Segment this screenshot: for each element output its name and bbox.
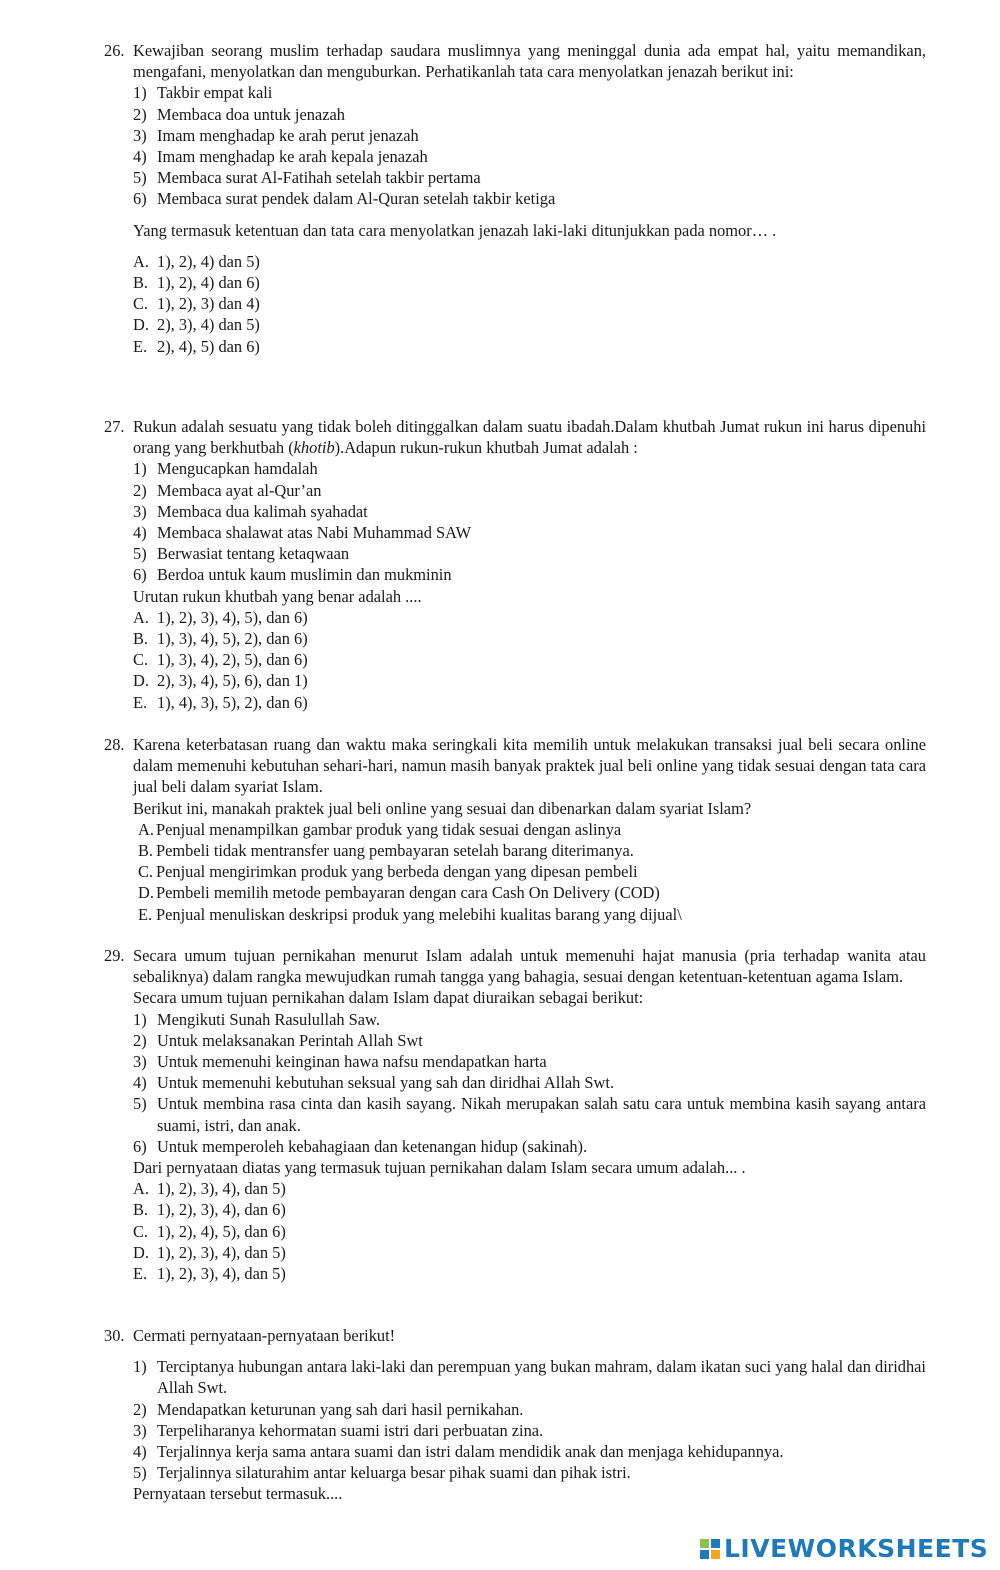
question-number: 26.	[104, 41, 125, 60]
option-b[interactable]: B. Pembeli tidak mentransfer uang pembayaran setelah barang diterimanya.	[138, 841, 634, 861]
question-text: Karena keterbatasan ruang dan waktu maka seringkali kita memilih untuk melakukan transaksi jual beli secara online dalam memenuhi kebutuhan sehari-hari, namun masih banyak praktek jual beli online yang tidak sesuai dengan tata cara jual beli dalam syariat Islam.	[133, 735, 926, 797]
question-text-2: Secara umum tujuan pernikahan dalam Islam dapat diuraikan sebagai berikut:	[133, 988, 644, 1008]
answer-options	[104, 1178, 926, 1284]
list-item: 4) Terjalinnya kerja sama antara suami dan istri dalam mendidik anak dan menjaga kehidupannya.	[133, 1442, 784, 1462]
question-prompt: Yang termasuk ketentuan dan tata cara menyolatkan jenazah laki-laki ditunjukkan pada nomor… .	[133, 220, 777, 240]
option-d[interactable]: D. Pembeli memilih metode pembayaran dengan cara Cash On Delivery (COD)	[138, 883, 660, 903]
list-item: 1) Terciptanya hubungan antara laki-laki dan perempuan yang bukan mahram, dalam ikatan suci yang halal dan diridhai Allah Swt.	[133, 1357, 926, 1398]
option-d[interactable]: D. 1), 2), 3), 4), dan 5)	[133, 1242, 286, 1262]
list-item: 3) Terpeliharanya kehormatan suami istri dari perbuatan zina.	[133, 1420, 544, 1440]
list-item: 2) Mendapatkan keturunan yang sah dari hasil pernikahan.	[133, 1399, 524, 1419]
option-b[interactable]: B. 1), 2), 4) dan 6)	[133, 273, 260, 293]
list-item: 6) Berdoa untuk kaum muslimin dan mukminin	[133, 565, 452, 585]
brand-name: LIVEWORKSHEETS	[724, 1534, 989, 1564]
option-b[interactable]: B. 1), 2), 3), 4), dan 6)	[133, 1200, 286, 1220]
question-29	[104, 945, 926, 1284]
option-e[interactable]: E. 1), 4), 3), 5), 2), dan 6)	[133, 692, 308, 712]
list-item: 2) Untuk melaksanakan Perintah Allah Swt	[133, 1030, 423, 1050]
list-item: 2) Membaca ayat al-Qur’an	[133, 480, 322, 500]
list-item: 5) Membaca surat Al-Fatihah setelah takbir pertama	[133, 168, 481, 188]
option-e[interactable]: E. 1), 2), 3), 4), dan 5)	[133, 1264, 286, 1284]
question-number: 30.	[104, 1326, 125, 1345]
list-item: 2) Membaca doa untuk jenazah	[133, 104, 345, 124]
question-prompt: Urutan rukun khutbah yang benar adalah ....	[133, 586, 422, 606]
list-item: 6) Membaca surat pendek dalam Al-Quran setelah takbir ketiga	[133, 189, 556, 209]
option-a[interactable]: A. Penjual menampilkan gambar produk yang tidak sesuai dengan aslinya	[138, 819, 622, 839]
statement-list	[133, 82, 926, 209]
question-prompt: Pernyataan tersebut termasuk....	[133, 1484, 343, 1504]
option-b[interactable]: B. 1), 3), 4), 5), 2), dan 6)	[133, 629, 308, 649]
statement-list	[133, 1356, 926, 1483]
option-c[interactable]: C. 1), 2), 3) dan 4)	[133, 294, 260, 314]
option-c[interactable]: C. Penjual mengirimkan produk yang berbeda dengan yang dipesan pembeli	[138, 862, 638, 882]
list-item: 5) Berwasiat tentang ketaqwaan	[133, 544, 350, 564]
list-item: 1) Takbir empat kali	[133, 83, 273, 103]
answer-options	[104, 819, 926, 925]
list-item: 4) Membaca shalawat atas Nabi Muhammad SAW	[133, 523, 472, 543]
option-c[interactable]: C. 1), 2), 4), 5), dan 6)	[133, 1221, 286, 1241]
question-28	[104, 734, 926, 925]
option-c[interactable]: C. 1), 3), 4), 2), 5), dan 6)	[133, 650, 308, 670]
list-item: 3) Membaca dua kalimah syahadat	[133, 501, 368, 521]
list-item: 5) Terjalinnya silaturahim antar keluarga besar pihak suami dan pihak istri.	[133, 1463, 631, 1483]
answer-options	[104, 607, 926, 713]
option-e[interactable]: E. Penjual menuliskan deskripsi produk yang melebihi kualitas barang yang dijual\	[138, 904, 682, 924]
answer-options	[104, 251, 926, 357]
question-27	[104, 416, 926, 713]
emphasis-khotib: khotib	[293, 438, 335, 458]
option-a[interactable]: A. 1), 2), 3), 4), dan 5)	[133, 1179, 286, 1199]
list-item: 6) Untuk memperoleh kebahagiaan dan ketenangan hidup (sakinah).	[133, 1136, 588, 1156]
question-number: 28.	[104, 735, 125, 754]
question-text: Secara umum tujuan pernikahan menurut Islam adalah untuk memenuhi hajat manusia (pria terhadap wanita atau sebaliknya) dalam rangka mewujudkan rumah tangga yang bahagia, sesuai dengan ketentuan-ketentuan agama Islam.	[133, 946, 926, 987]
list-item: 1) Mengucapkan hamdalah	[133, 459, 318, 479]
question-prompt: Dari pernyataan diatas yang termasuk tujuan pernikahan dalam Islam secara umum adalah... .	[133, 1158, 746, 1178]
statement-list	[133, 1009, 926, 1157]
list-item: 4) Untuk memenuhi kebutuhan seksual yang sah dan diridhai Allah Swt.	[133, 1073, 615, 1093]
option-d[interactable]: D. 2), 3), 4), 5), 6), dan 1)	[133, 671, 308, 691]
list-item: 3) Imam menghadap ke arah perut jenazah	[133, 125, 419, 145]
question-number: 27.	[104, 417, 125, 436]
question-text: Rukun adalah sesuatu yang tidak boleh ditinggalkan dalam suatu ibadah.Dalam khutbah Jumat rukun ini harus dipenuhi orang yang berkhutbah (khotib).Adapun rukun-rukun khutbah Jumat adalah :	[133, 417, 926, 458]
list-item: 4) Imam menghadap ke arah kepala jenazah	[133, 147, 428, 167]
question-26	[104, 40, 926, 357]
liveworksheets-logo	[700, 1536, 988, 1562]
option-e[interactable]: E. 2), 4), 5) dan 6)	[133, 336, 260, 356]
question-number: 29.	[104, 946, 125, 965]
logo-grid-icon	[700, 1539, 720, 1559]
list-item: 1) Mengikuti Sunah Rasulullah Saw.	[133, 1009, 380, 1029]
option-a[interactable]: A. 1), 2), 3), 4), 5), dan 6)	[133, 607, 308, 627]
question-text: Kewajiban seorang muslim terhadap saudara muslimnya yang meninggal dunia ada empat hal, yaitu memandikan, mengafani, menyolatkan dan menguburkan. Perhatikanlah tata cara menyolatkan jenazah berikut ini:	[133, 41, 926, 82]
question-30	[104, 1325, 926, 1505]
option-a[interactable]: A. 1), 2), 4) dan 5)	[133, 251, 260, 271]
question-text: Cermati pernyataan-pernyataan berikut!	[133, 1326, 396, 1345]
statement-list	[133, 458, 926, 585]
option-d[interactable]: D. 2), 3), 4) dan 5)	[133, 315, 260, 335]
list-item: 3) Untuk memenuhi keinginan hawa nafsu mendapatkan harta	[133, 1052, 547, 1072]
question-prompt: Berikut ini, manakah praktek jual beli online yang sesuai dan dibenarkan dalam syariat Islam?	[133, 798, 752, 818]
list-item: 5) Untuk membina rasa cinta dan kasih sayang. Nikah merupakan salah satu cara untuk membina kasih sayang antara suami, istri, dan anak.	[133, 1094, 926, 1135]
